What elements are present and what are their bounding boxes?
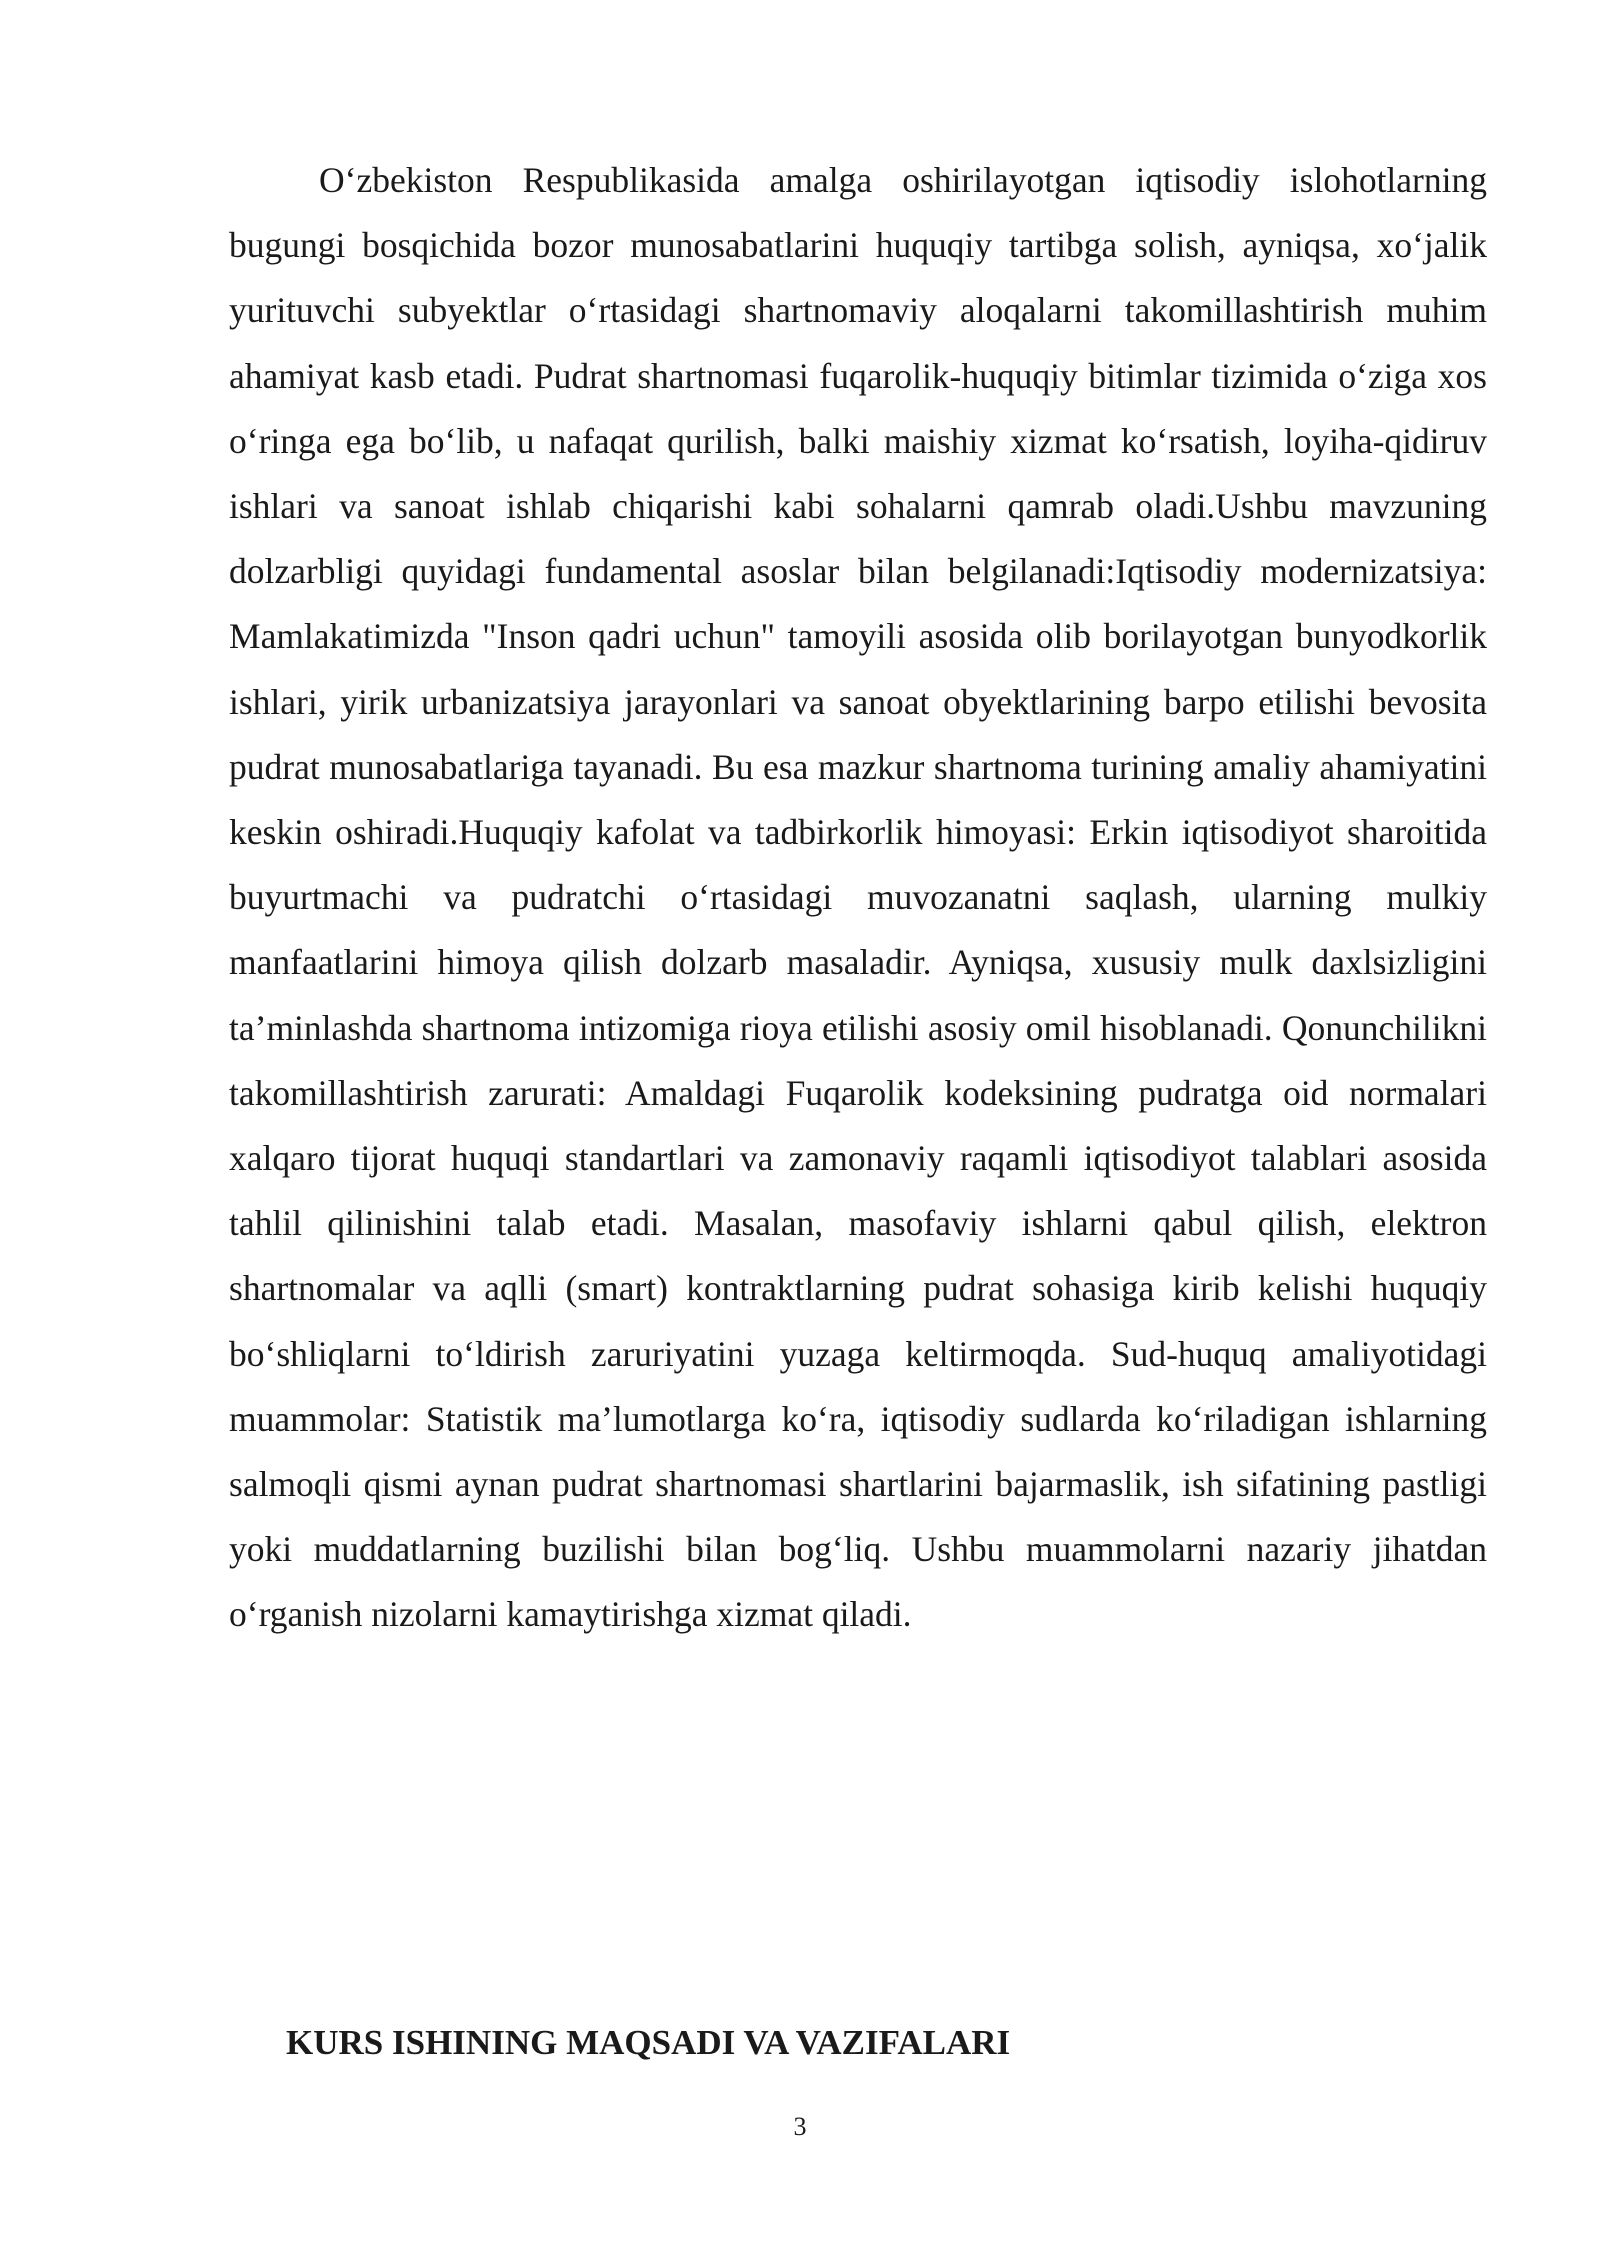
page-number: 3 (793, 2112, 807, 2141)
section-heading: KURS ISHINING MAQSADI VA VAZIFALARI (286, 2023, 1011, 2062)
body-paragraph: O‘zbekiston Respublikasida amalga oshirilayotgan iqtisodiy islohotlarning bugungi bosqichida bozor munosabatlarini huquqiy tartibga solish, ayniqsa, xo‘jalik yurituvchi subyektlar o‘rtasidagi shartnomaviy aloqalarni takomillashtirish muhim ahamiyat kasb etadi. Pudrat shartnomasi fuqarolik-huquqiy bitimlar tizimida o‘ziga xos o‘ringa ega bo‘lib, u nafaqat qurilish, balki maishiy xizmat ko‘rsatish, loyiha-qidiruv ishlari va sanoat ishlab chiqarishi kabi sohalarni qamrab oladi.Ushbu mavzuning dolzarbligi quyidagi fundamental asoslar bilan belgilanadi:Iqtisodiy modernizatsiya: Mamlakatimizda "Inson qadri uchun" tamoyili asosida olib borilayotgan bunyodkorlik ishlari, yirik urbanizatsiya jarayonlari va sanoat obyektlarining barpo etilishi bevosita pudrat munosabatlariga tayanadi. Bu esa mazkur shartnoma turining amaliy ahamiyatini keskin oshiradi.Huquqiy kafolat va tadbirkorlik himoyasi: Erkin iqtisodiyot sharoitida buyurtmachi va pudratchi o‘rtasidagi muvozanatni saqlash, ularning mulkiy manfaatlarini himoya qilish dolzarb masaladir. Ayniqsa, xususiy mulk daxlsizligini ta’minlashda shartnoma intizomiga rioya etilishi asosiy omil hisoblanadi. Qonunchilikni takomillashtirish zarurati: Amaldagi Fuqarolik kodeksining pudratga oid normalari xalqaro tijorat huquqi standartlari va zamonaviy raqamli iqtisodiyot talablari asosida tahlil qilinishini talab etadi. Masalan, masofaviy ishlarni qabul qilish, elektron shartnomalar va aqlli (smart) kontraktlarning pudrat sohasiga kirib kelishi huquqiy bo‘shliqlarni to‘ldirish zaruriyatini yuzaga keltirmoqda. Sud-huquq amaliyotidagi muammolar: Statistik ma’lumotlarga ko‘ra, iqtisodiy sudlarda ko‘riladigan ishlarning salmoqli qismi aynan pudrat shartnomasi shartlarini bajarmaslik, ish sifatining pastligi yoki muddatlarning buzilishi bilan bog‘liq. Ushbu muammolarni nazariy jihatdan o‘rganish nizolarni kamaytirishga xizmat qiladi. (229, 160, 1487, 1635)
